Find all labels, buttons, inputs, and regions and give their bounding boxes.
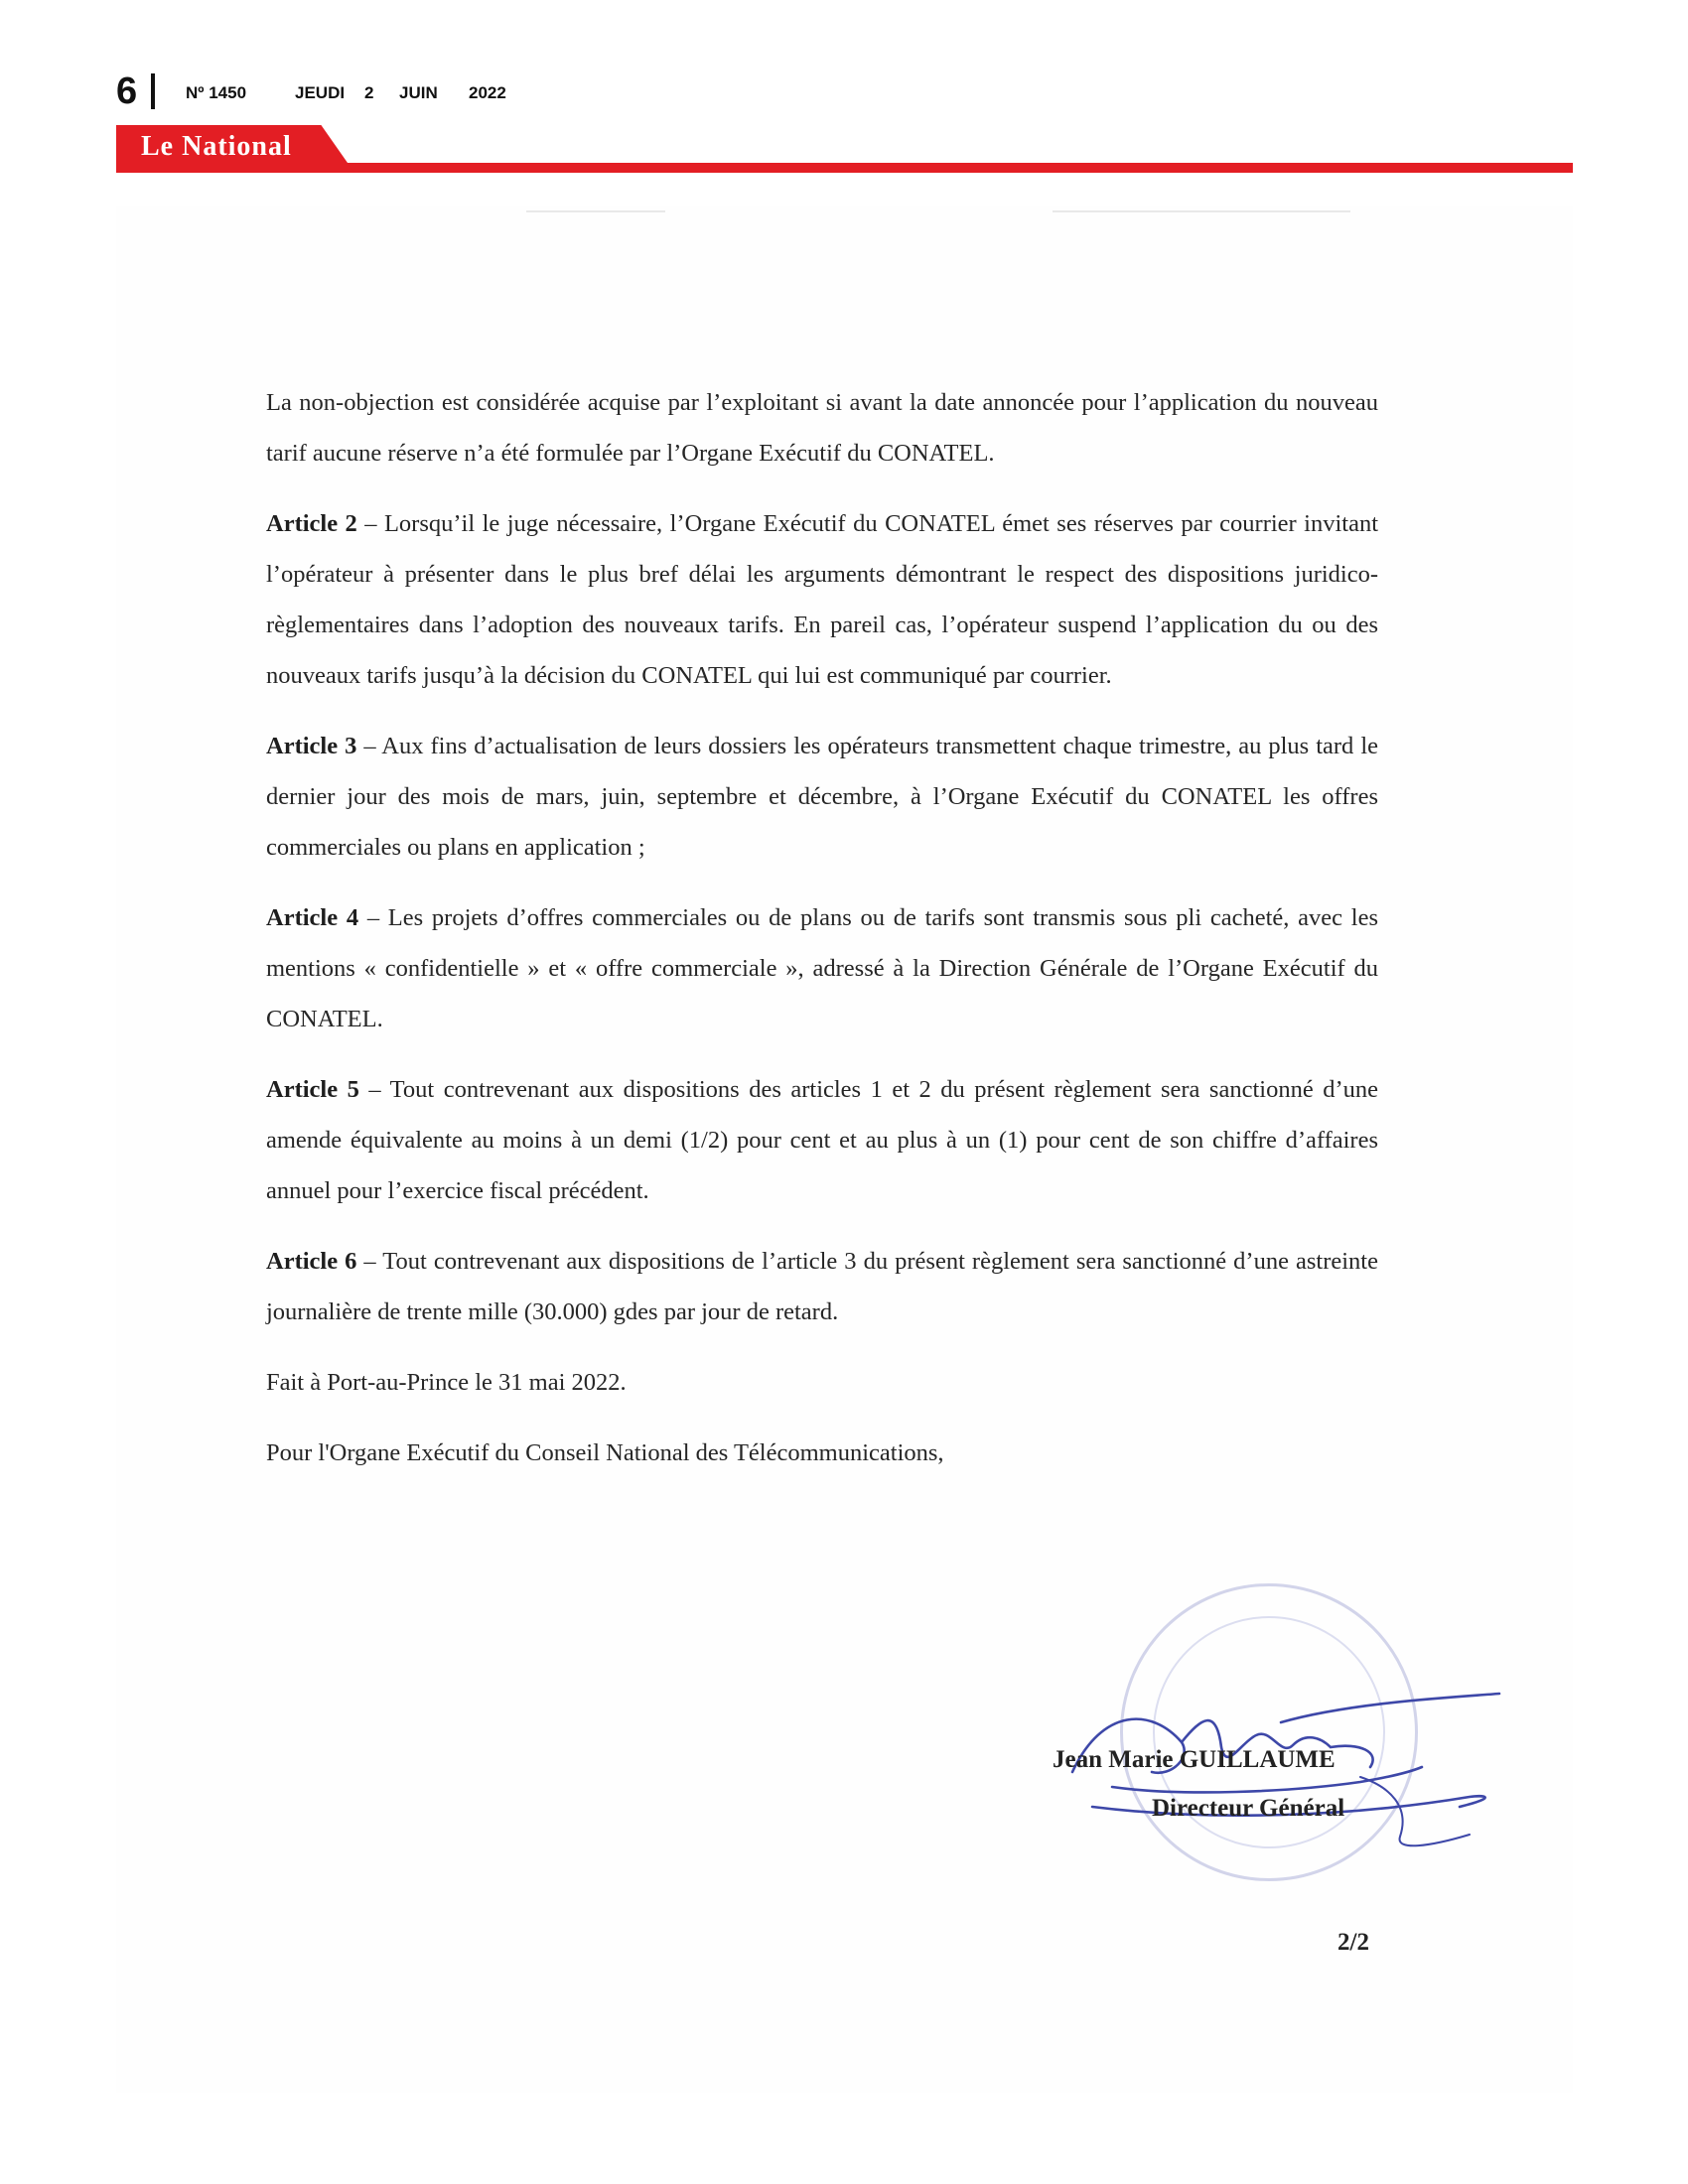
article-label: Article 5 xyxy=(266,1076,359,1103)
document-body xyxy=(266,377,1378,1498)
paragraph-non-objection: La non-objection est considérée acquise par l’exploitant si avant la date annoncée pour l’application du nouveau tarif aucune réserve n’a été formulée par l’Organe Exécutif du CONATEL. xyxy=(266,389,1378,467)
article-3 xyxy=(266,721,1378,873)
article-label: Article 6 xyxy=(266,1248,357,1275)
date-year: 2022 xyxy=(469,83,506,102)
place-date: Fait à Port-au-Prince le 31 mai 2022. xyxy=(266,1369,627,1396)
article-label: Article 2 xyxy=(266,510,357,537)
date-day: JEUDI xyxy=(295,83,346,102)
article-text: – Aux fins d’actualisation de leurs dossiers les opérateurs transmettent chaque trimestre, au plus tard le dernier jour des mois de mars, juin, septembre et décembre, à l’Organe Exécutif du CONATEL les offres commerciales ou plans en application ; xyxy=(266,733,1378,861)
article-label: Article 3 xyxy=(266,733,357,759)
closing-line: Pour l'Organe Exécutif du Conseil National des Télécommunications, xyxy=(266,1439,944,1466)
scan-artifact xyxy=(1053,210,1350,212)
page-number: 6 xyxy=(116,70,138,112)
article-2 xyxy=(266,498,1378,701)
date-month: JUIN xyxy=(399,83,438,102)
article-text: – Tout contrevenant aux dispositions des articles 1 et 2 du présent règlement sera sanctionné d’une amende équivalente au moins à un demi (1/2) pour cent et au plus à un (1) pour cent de son chiffre d’affaires annuel pour l’exercice fiscal précédent. xyxy=(266,1076,1378,1204)
newspaper-logo: Le National xyxy=(141,131,292,162)
article-5 xyxy=(266,1064,1378,1216)
article-text: – Lorsqu’il le juge nécessaire, l’Organe Exécutif du CONATEL émet ses réserves par courrier invitant l’opérateur à présenter dans le plus bref délai les arguments démontrant le respect des dispositions juridico-règlementaires dans l’adoption des nouveaux tarifs. En pareil cas, l’opérateur suspend l’application du ou des nouveaux tarifs jusqu’à la décision du CONATEL qui lui est communiqué par courrier. xyxy=(266,510,1378,689)
article-text: – Les projets d’offres commerciales ou de plans ou de tarifs sont transmis sous pli cacheté, avec les mentions « confidentielle » et « offre commerciale », adressé à la Direction Générale de l’Organe Exécutif du CONATEL. xyxy=(266,904,1378,1032)
signer-title: Directeur Général xyxy=(1152,1795,1345,1822)
page-count: 2/2 xyxy=(1337,1929,1369,1956)
article-label: Article 4 xyxy=(266,904,359,931)
article-6 xyxy=(266,1236,1378,1337)
signer-name: Jean Marie GUILLAUME xyxy=(1053,1746,1336,1773)
article-4 xyxy=(266,892,1378,1044)
scan-artifact xyxy=(526,210,665,212)
page-header xyxy=(116,71,613,111)
article-text: – Tout contrevenant aux dispositions de l’article 3 du présent règlement sera sanctionné d’une astreinte journalière de trente mille (30.000) gdes par jour de retard. xyxy=(266,1248,1378,1325)
header-divider xyxy=(151,73,155,109)
issue-number: Nº 1450 xyxy=(186,83,247,102)
date-number: 2 xyxy=(364,83,374,102)
